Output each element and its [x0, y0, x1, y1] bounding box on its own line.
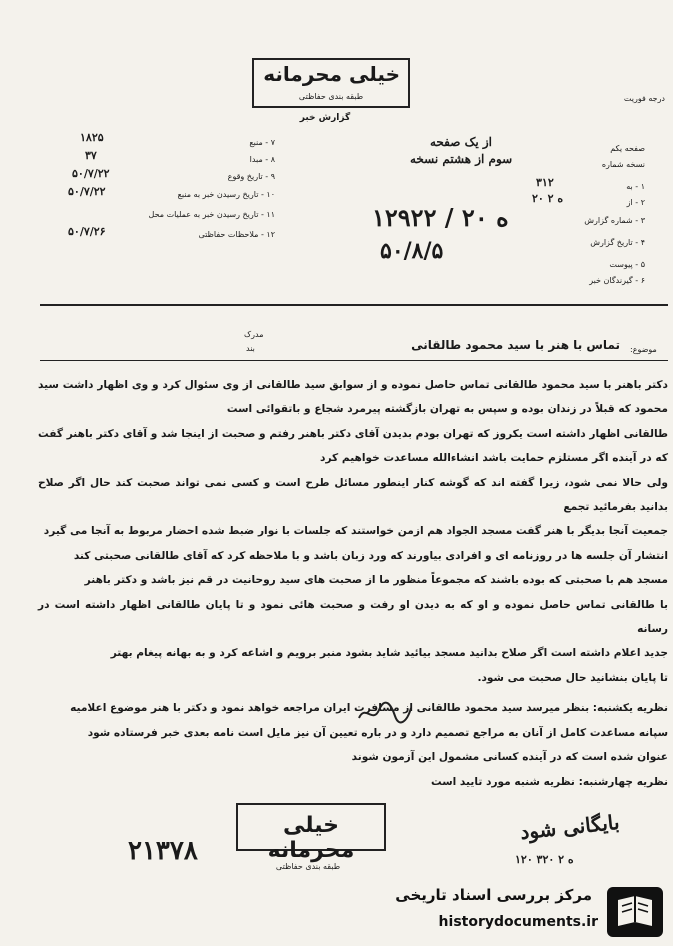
margin-note-top: مدرک — [244, 330, 264, 339]
watermark-url: historydocuments.ir — [438, 914, 598, 930]
header-right-value: ۳۱۲ — [536, 176, 554, 189]
header-left-value: ۵۰/۷/۲۲ — [68, 185, 106, 198]
header-right-value: از یک صفحه — [430, 135, 493, 149]
stamp-bottom-subtext: طبقه بندی حفاظتی — [275, 862, 341, 871]
header-right-value: سوم از هشتم نسخه — [410, 152, 513, 166]
header-left-label: ۱۱ - تاریخ رسیدن خبر به عملیات محل — [148, 210, 275, 219]
stamp-bottom-text: خیلی محرمانه — [267, 813, 355, 863]
header-right-label: نسخه شماره — [601, 160, 645, 169]
body-line: دکتر باهنر با سید محمود طالقانی تماس حاصل نموده و از سوابق سید طالقانی از وی سئوال کرد و وی اظهار داشت سید محمود که قبلاً در زندان بوده و سپس به تهران بازگشته پیرمرد شجاع و باتقوائی است — [38, 379, 668, 416]
header-right-label: ۳ - شماره گزارش — [584, 216, 645, 225]
classification-stamp-top — [252, 58, 410, 108]
classification-stamp-bottom — [236, 803, 386, 863]
body-line: عنوان شده است که در آینده کسانی مشمول این آزمون شوند — [351, 751, 668, 764]
book-logo-icon — [604, 884, 666, 940]
body-line: مسجد هم با صحبتی که بوده باشند که مجموعاً منظور ما از صحبت های سید روحانیت در قم نیز باشد و دکتر باهنر — [84, 574, 668, 587]
header-left-value: ۵۰/۷/۲۲ — [72, 167, 110, 180]
header-right-label: ۲ - از — [626, 198, 645, 207]
subject-text: تماس با هنر با سید محمود طالقانی — [411, 338, 620, 352]
header-left-label: ۸ - مبدا — [249, 155, 275, 164]
header-left-label: ۱۲ - ملاحظات حفاظتی — [198, 230, 275, 239]
body-line: انتشار آن جلسه ها در روزنامه ای و افرادی بیاورند که ورد زبان باشد و با ملاحظه کرد که آقای طالقانی صحبتی کند — [73, 549, 668, 562]
header-right-label: ۶ - گیرندگان خبر — [589, 276, 645, 285]
stamp-top-text: خیلی محرمانه — [263, 62, 400, 86]
body-line: طالقانی اظهار داشته است یکروز که تهران بودم بدیدن آقای دکتر باهنر رفتم و صحبت از اینجا شد و آقای دکتر باهنر گفت که در آینده اگر مستلزم حمایت باشد انشاءالله مساعدت خواهیم کرد — [38, 427, 668, 465]
stamp-top-subtext: طبقه بندی حفاظتی — [298, 92, 364, 101]
header-left-label: ۷ - منبع — [249, 138, 275, 147]
header-left-label: ۹ - تاریخ وقوع — [227, 172, 275, 181]
header-left-value: ۱۸۲۵ — [80, 131, 104, 144]
header-left-value: ۵۰/۷/۲۶ — [68, 225, 106, 238]
body-line: جمعیت آنجا بدیگر با هنر گفت مسجد الجواد هم ازمن خواستند که جلسات با نوار ضبط شده احضار مربوط به آنجا می گیرد — [43, 525, 668, 538]
urgency-label: درجه فوریت — [623, 94, 665, 103]
signature-mark — [355, 700, 415, 728]
header-right-value: ۲۰ ه ۲ — [532, 192, 564, 205]
header-right-label: ۱ - به — [626, 182, 645, 191]
body-line: سپانه مساعدت کامل از آنان به مراجع تصمیم دارد و در باره تعیین آن نیز مایل است نامه بعدی خبر فرستاده شود — [87, 726, 668, 739]
body-line: با طالقانی تماس حاصل نموده و او که به دیدن او رفت و صحبت هائی نمود و تا پایان طالقانی اظهار داشته است در رسانه — [38, 598, 668, 636]
body-line: جدید اعلام داشته است اگر صلاح بدانید مسجد بیائید شاید بشود منبر برویم و اشاعه کرد و به بهانه پیغام بهتر — [110, 647, 668, 660]
divider-rule — [40, 360, 668, 361]
body-line: ولی حالا نمی شود، زیرا گفته اند که گوشه کنار اینطور مسائل طرح است و کسی نمی تواند صحبت کند حال اگر صلاح بدانید بفرمائید تجمع — [38, 476, 668, 514]
report-title: گزارش خبر — [299, 113, 351, 123]
report-number-value: ۱۲۹۲۲ / ۲۰ ه — [372, 203, 509, 232]
body-line: تا پایان بنشانید حال صحبت می شود. — [477, 671, 668, 684]
header-right-label: صفحه یکم — [610, 144, 645, 153]
divider-rule — [40, 304, 668, 306]
archive-note: بایگانی شود — [519, 809, 621, 845]
header-right-label: ۵ - پیوست — [609, 260, 645, 269]
archive-code: ۱۲۰ ۳۲۰ ه ۲ — [515, 853, 574, 866]
body-line: نظریه چهارشنبه: نظریه شنبه مورد تایید است — [430, 775, 668, 788]
header-left-label: ۱۰ - تاریخ رسیدن خبر به منبع — [177, 190, 275, 199]
subject-label: موضوع: — [630, 345, 657, 354]
header-left-value: ۳۷ — [85, 149, 97, 162]
watermark — [388, 880, 670, 942]
report-body — [38, 373, 668, 794]
archive-number: ۲۱۳۷۸ — [128, 836, 198, 866]
report-date-value: ۵۰/۸/۵ — [380, 238, 444, 264]
header-right-label: ۴ - تاریخ گزارش — [590, 238, 645, 247]
watermark-title: مرکز بررسی اسناد تاریخی — [395, 886, 592, 904]
margin-note-bottom: بند — [246, 344, 255, 353]
body-line: نظریه یکشنبه: بنظر میرسد سید محمود طالقانی از مسافرت ایران مراجعه خواهد نمود و دکتر با هنر موضوع اعلامیه — [70, 702, 668, 715]
